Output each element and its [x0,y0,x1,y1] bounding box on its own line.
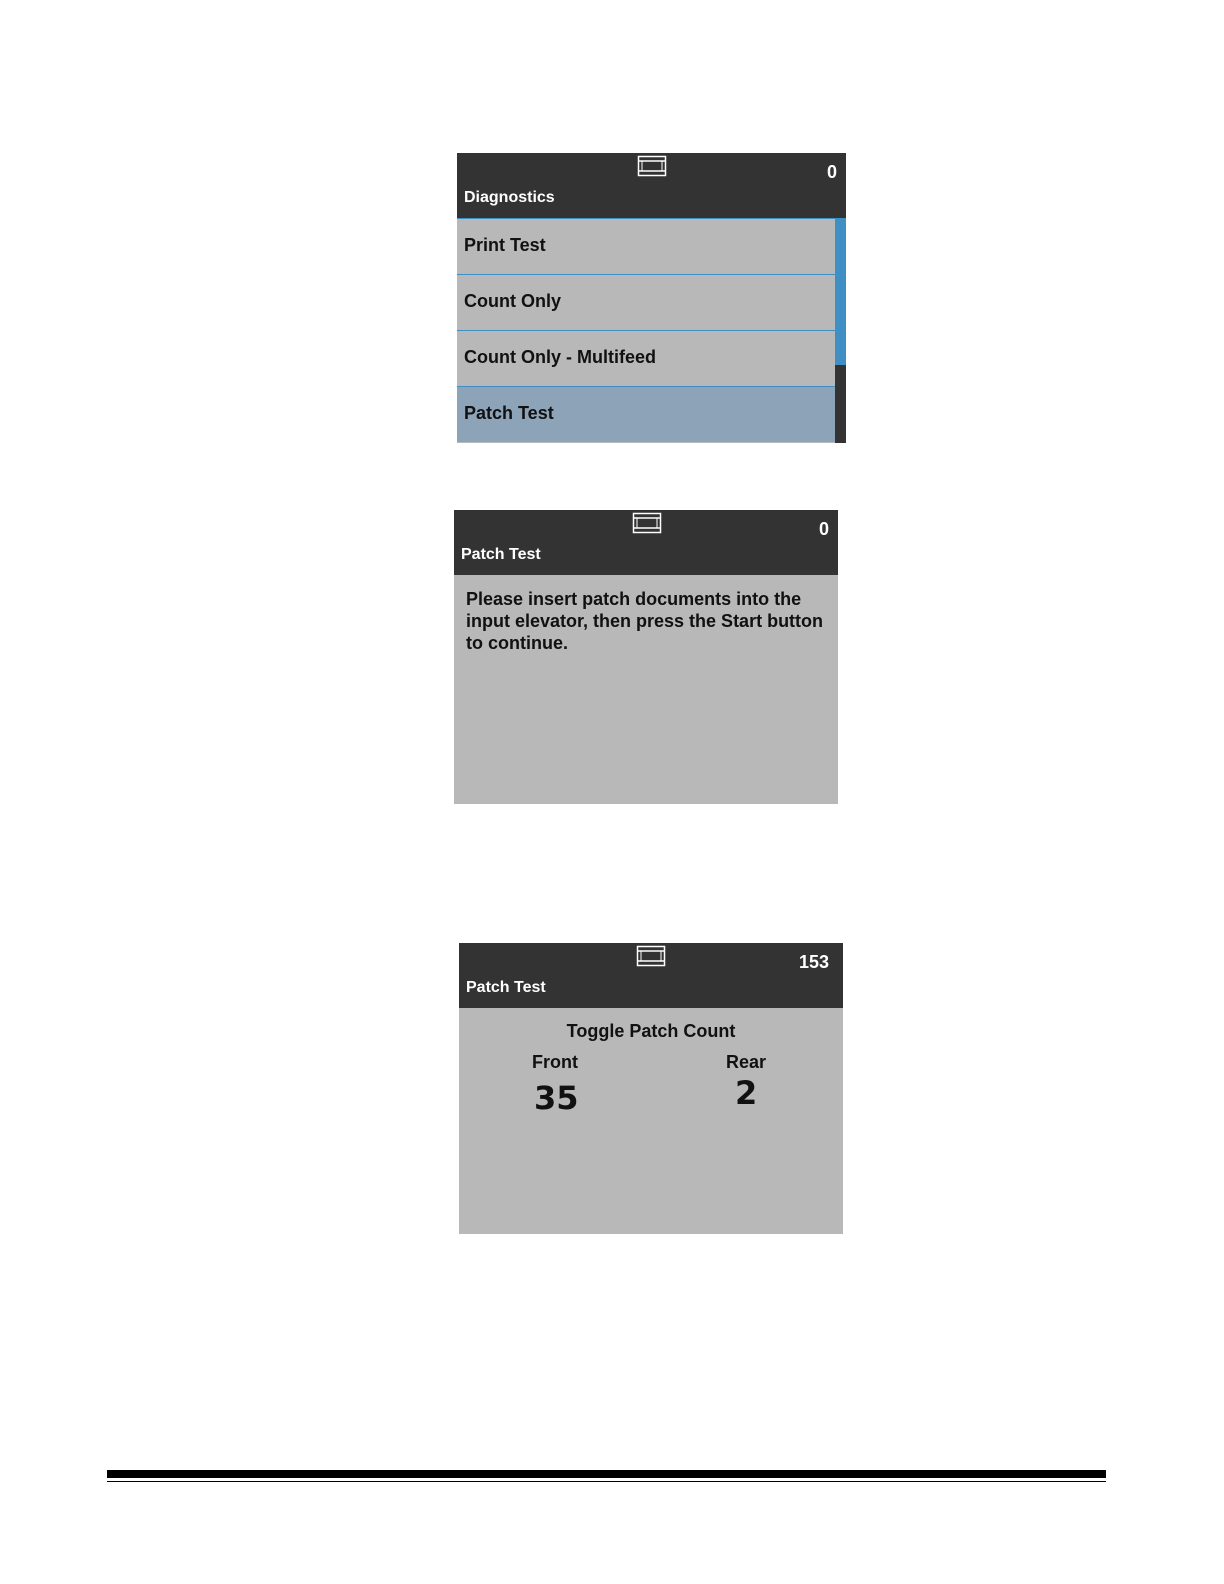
front-label: Front [532,1052,578,1072]
scrollbar[interactable] [835,218,846,443]
titlebar [454,510,838,575]
scanner-icon [636,945,666,967]
page-counter: 0 [818,519,829,539]
toggle-patch-count-button[interactable]: Toggle Patch Count [566,1021,736,1041]
scanner-icon [632,512,662,534]
menu-item-label: Patch Test [464,403,554,423]
instruction-message: Please insert patch documents into the input elevator, then press the Start button to continue. [466,589,824,653]
rear-label: Rear [726,1052,767,1072]
patch-count-screen [459,943,843,1234]
menu-item-count-only[interactable] [457,274,835,330]
page-counter: 0 [826,162,837,182]
page-counter: 153 [798,952,829,972]
menu-item-label: Count Only [464,291,561,311]
scrollbar-thumb[interactable] [835,218,846,365]
menu-item-patch-test[interactable] [457,386,835,442]
rear-count: 2 [735,1074,758,1112]
titlebar [457,153,846,218]
menu-item-label: Count Only - Multifeed [464,347,656,367]
screen-title: Diagnostics [464,189,555,206]
menu-item-count-only-multifeed[interactable] [457,330,835,386]
diagnostics-menu [457,218,835,443]
menu-item-print-test[interactable] [457,218,835,274]
footer-divider-thin [107,1481,1106,1482]
menu-item-label: Print Test [464,235,546,255]
patch-insert-screen [454,510,838,804]
scanner-icon [637,155,667,177]
titlebar [459,943,843,1008]
screen-title: Patch Test [461,546,541,563]
front-count: 35 [534,1079,579,1117]
screen-title: Patch Test [466,979,546,996]
footer-divider [107,1470,1106,1478]
diagnostics-screen [457,153,846,443]
